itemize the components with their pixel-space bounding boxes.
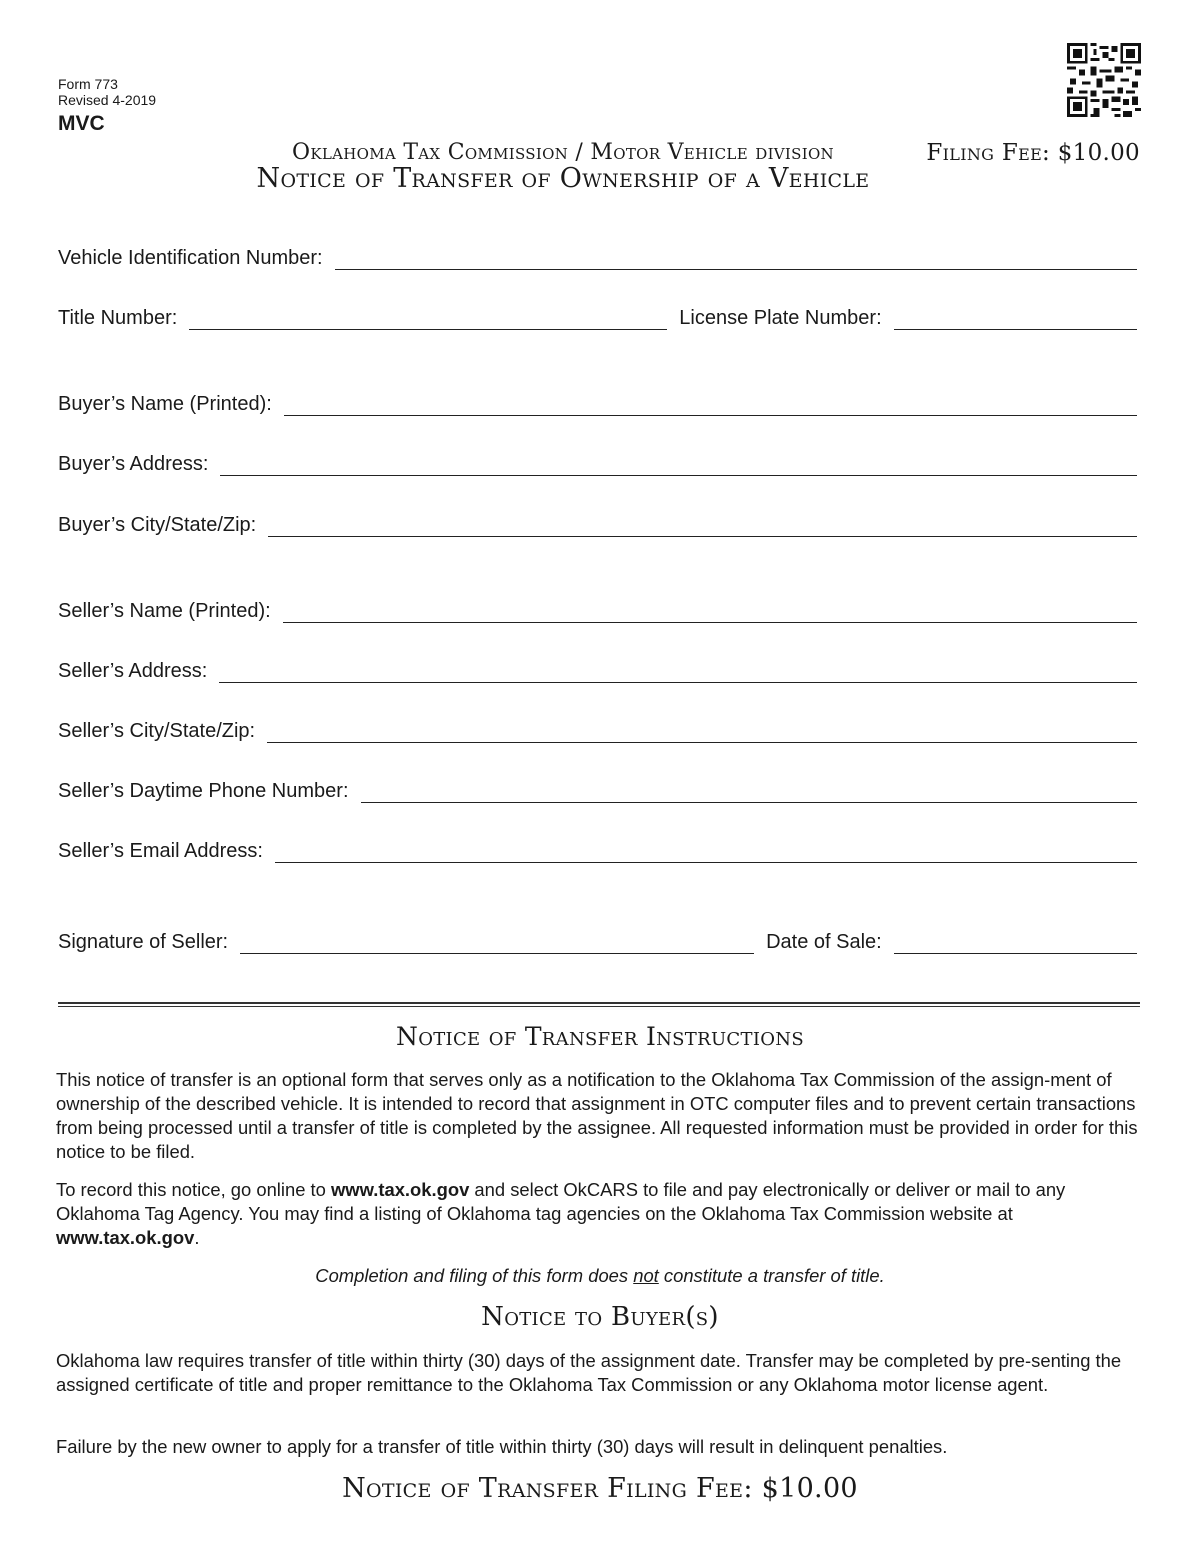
buyer-city-field: [58, 511, 1137, 537]
seller-signature-input[interactable]: [240, 936, 754, 954]
filing-fee: Filing Fee: $10.00: [926, 140, 1140, 166]
buyer-address-input[interactable]: [220, 458, 1137, 476]
disclaimer-note: Completion and filing of this form does not constitute a transfer of title.: [315, 1265, 885, 1286]
instructions-heading: Notice of Transfer Instructions: [396, 1022, 804, 1051]
instructions-paragraph-1: This notice of transfer is an optional form that serves only as a notification to the Oklahoma Tax Commission of the assign-ment of ownership of the described vehicle. It is intended to record that assignment in OTC computer files and to prevent certain transactions from being processed until a transfer of title is completed by the assignee. All requested information must be provided in order for this notice to be filed.: [56, 1069, 1138, 1162]
buyer-name-field: [58, 390, 1137, 416]
page-title: Notice of Transfer of Ownership of a Vehicle: [256, 163, 870, 194]
buyer-address-field: [58, 450, 1137, 476]
buyer-city-label: Buyer’s City/State/Zip:: [58, 514, 257, 536]
seller-email-input[interactable]: [275, 845, 1137, 863]
buyer-name-input[interactable]: [284, 398, 1137, 416]
qr-code-icon: [1067, 43, 1141, 117]
signature-row: [58, 928, 1137, 954]
seller-phone-label: Seller’s Daytime Phone Number:: [58, 780, 349, 802]
vin-label: Vehicle Identification Number:: [58, 247, 323, 269]
tax-website-link-2[interactable]: www.tax.ok.gov: [56, 1227, 195, 1248]
tax-website-link[interactable]: www.tax.ok.gov: [331, 1179, 470, 1200]
vin-input[interactable]: [335, 252, 1137, 270]
date-of-sale-label: Date of Sale:: [766, 931, 882, 953]
license-plate-label: License Plate Number:: [679, 307, 882, 329]
license-plate-input[interactable]: [894, 312, 1137, 330]
title-number-label: Title Number:: [58, 307, 178, 329]
buyer-address-label: Buyer’s Address:: [58, 453, 209, 475]
form-number: Form 773: [58, 76, 118, 92]
seller-name-label: Seller’s Name (Printed):: [58, 600, 271, 622]
seller-address-input[interactable]: [219, 665, 1137, 683]
title-plate-row: [58, 304, 1137, 330]
buyer-notice-paragraph-1: Oklahoma law requires transfer of title within thirty (30) days of the assignment date. Transfer may be completed by pre-senting the assigned certificate of title and proper remittance to the Oklahoma Tax Commission or any Oklahoma motor license agent.: [56, 1350, 1122, 1395]
form-meta: [58, 76, 156, 108]
buyer-city-input[interactable]: [268, 519, 1137, 537]
seller-phone-input[interactable]: [361, 785, 1138, 803]
instructions-paragraph-2: To record this notice, go online to www.tax.ok.gov and select OkCARS to file and pay electronically or deliver or mail to any Oklahoma Tag Agency. You may find a listing of Oklahoma tag agencies on the Oklahoma Tax Commission website at www.tax.ok.gov.: [56, 1179, 1066, 1248]
seller-address-label: Seller’s Address:: [58, 660, 208, 682]
buyer-notice-heading: Notice to Buyer(s): [481, 1302, 719, 1332]
title-number-input[interactable]: [189, 312, 667, 330]
divider: [58, 1006, 1140, 1007]
seller-email-field: [58, 837, 1137, 863]
seller-city-field: [58, 717, 1137, 743]
seller-address-field: [58, 657, 1137, 683]
divider: [58, 1002, 1140, 1004]
revised-date: Revised 4-2019: [58, 92, 157, 108]
footer-filing-fee: Notice of Transfer Filing Fee: $10.00: [342, 1473, 858, 1504]
buyer-name-label: Buyer’s Name (Printed):: [58, 393, 272, 415]
seller-name-field: [58, 597, 1137, 623]
seller-email-label: Seller’s Email Address:: [58, 840, 263, 862]
agency-name: Oklahoma Tax Commission / Motor Vehicle division: [292, 140, 834, 165]
vin-field: [58, 244, 1137, 270]
division-code: MVC: [58, 112, 105, 135]
date-of-sale-input[interactable]: [894, 936, 1137, 954]
seller-city-label: Seller’s City/State/Zip:: [58, 720, 256, 742]
seller-city-input[interactable]: [267, 725, 1137, 743]
seller-phone-field: [58, 777, 1137, 803]
seller-name-input[interactable]: [283, 605, 1137, 623]
buyer-notice-paragraph-2: Failure by the new owner to apply for a transfer of title within thirty (30) days will result in delinquent penalties.: [56, 1436, 948, 1457]
seller-signature-label: Signature of Seller:: [58, 931, 229, 953]
